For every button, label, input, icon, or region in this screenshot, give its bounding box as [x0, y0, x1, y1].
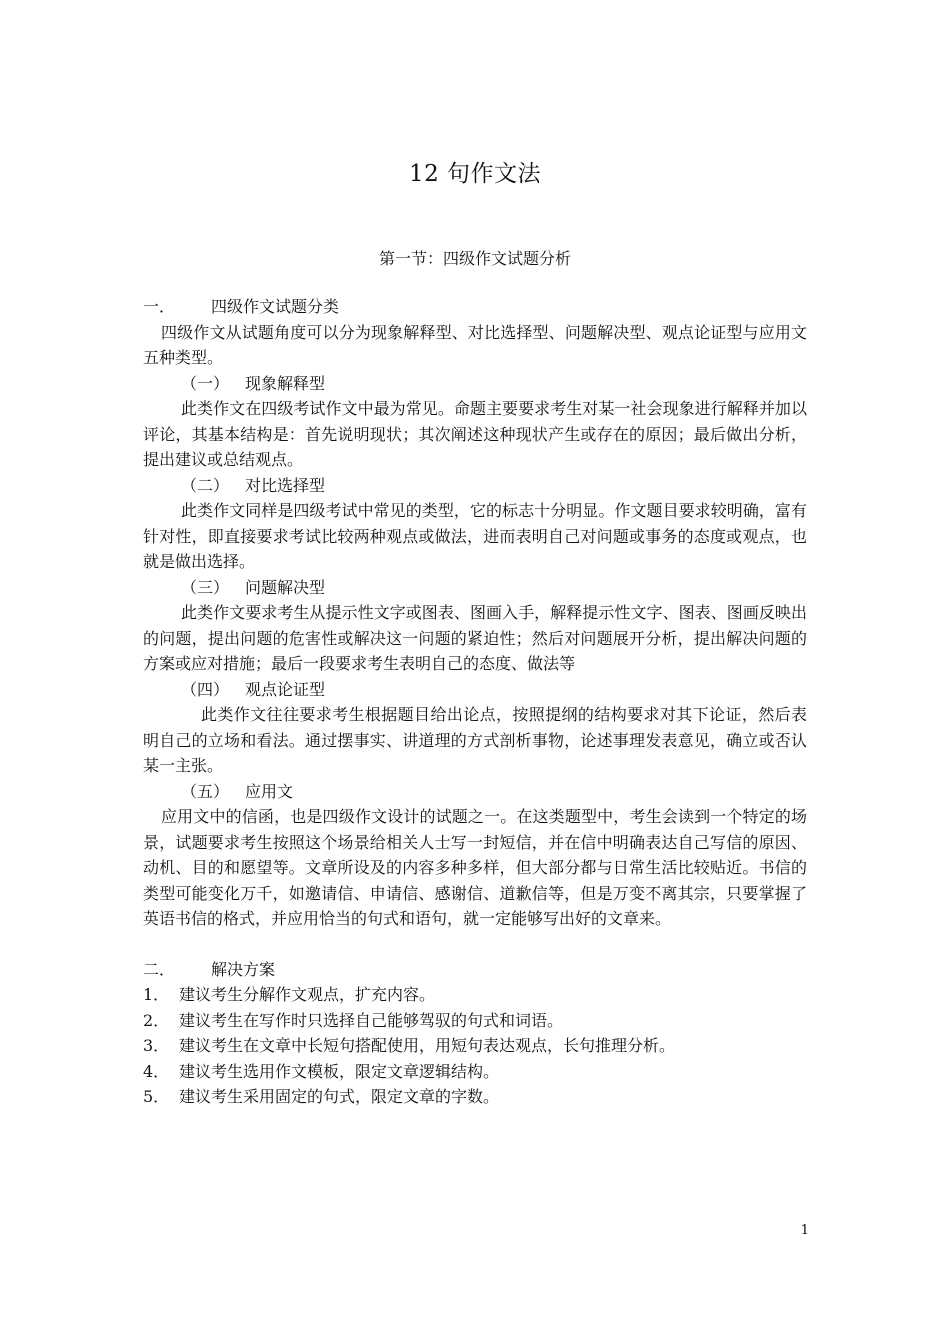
- type-paragraph: 此类作文要求考生从提示性文字或图表、图画入手，解释提示性文字、图表、图画反映出的问题，提出问题的危害性或解决这一问题的紧迫性；然后对问题展开分析，提出解决问题的方案或应对措施；最后一段要求考生表明自己的态度、做法等: [143, 603, 807, 673]
- part1-intro: 四级作文从试题角度可以分为现象解释型、对比选择型、问题解决型、观点论证型与应用文五种类型。: [143, 322, 807, 367]
- part2-number: 二．: [143, 959, 176, 979]
- document-title: 12 句作文法: [408, 161, 542, 187]
- type-heading: [143, 677, 807, 703]
- part2-heading: [143, 957, 807, 983]
- list-item-text: 建议考生采用固定的句式，限定文章的字数。: [179, 1087, 500, 1106]
- part1-heading-text: 四级作文试题分类: [211, 297, 340, 316]
- part1-heading: [143, 294, 807, 320]
- list-item: [143, 982, 807, 1008]
- list-item: [143, 1084, 807, 1110]
- type-number: （四）: [181, 679, 230, 699]
- type-number: （一）: [181, 373, 230, 393]
- type-paragraph: 此类作文往往要求考生根据题目给出论点，按照提纲的结构要求对其下论证，然后表明自己的立场和看法。通过摆事实、讲道理的方式剖析事物，论述事理发表意见，确立或否认某一主张。: [143, 705, 807, 775]
- type-number: （三）: [181, 577, 230, 597]
- type-name: 对比选择型: [245, 475, 326, 495]
- type-heading: [143, 371, 807, 397]
- section-spacer: [143, 932, 807, 957]
- list-item-text: 建议考生分解作文观点，扩充内容。: [179, 985, 436, 1004]
- type-name: 现象解释型: [245, 373, 326, 393]
- type-name: 问题解决型: [245, 577, 326, 597]
- list-item-number: 3．: [143, 1036, 170, 1055]
- document-body: [143, 294, 807, 1110]
- list-item-number: 5．: [143, 1087, 170, 1106]
- list-item: [143, 1059, 807, 1085]
- type-heading: [143, 473, 807, 499]
- type-number: （二）: [181, 475, 230, 495]
- type-name: 观点论证型: [245, 679, 326, 699]
- type-heading: [143, 779, 807, 805]
- type-name: 应用文: [245, 781, 294, 801]
- type-paragraph: 此类作文同样是四级考试中常见的类型，它的标志十分明显。作文题目要求较明确，富有针对性，即直接要求考试比较两种观点或做法，进而表明自己对问题或事务的态度或观点，也就是做出选择。: [143, 501, 807, 571]
- list-item-text: 建议考生在文章中长短句搭配使用，用短句表达观点，长句推理分析。: [179, 1036, 676, 1055]
- type-paragraph: 应用文中的信函，也是四级作文设计的试题之一。在这类题型中，考生会读到一个特定的场景，试题要求考生按照这个场景给相关人士写一封短信，并在信中明确表达自己写信的原因、动机、目的和愿望等。文章所设及的内容多种多样，但大部分都与日常生活比较贴近。书信的类型可能变化万千，如邀请信、申请信、感谢信、道歉信等，但是万变不离其宗，只要掌握了英语书信的格式，并应用恰当的句式和语句，就一定能够写出好的文章来。: [143, 807, 807, 928]
- type-number: （五）: [181, 781, 230, 801]
- section-title: 第一节：四级作文试题分析: [378, 249, 571, 268]
- part1-number: 一．: [143, 297, 176, 316]
- list-item-text: 建议考生选用作文模板，限定文章逻辑结构。: [179, 1061, 500, 1081]
- part2-heading-text: 解决方案: [211, 959, 276, 979]
- list-item: [143, 1033, 807, 1059]
- type-heading: [143, 575, 807, 601]
- list-item-number: 1．: [143, 985, 170, 1004]
- list-item-text: 建议考生在写作时只选择自己能够驾驭的句式和词语。: [179, 1010, 564, 1030]
- type-paragraph: 此类作文在四级考试作文中最为常见。命题主要要求考生对某一社会现象进行解释并加以评论，其基本结构是：首先说明现状；其次阐述这种现状产生或存在的原因；最后做出分析，提出建议或总结观点。: [143, 399, 807, 469]
- page-number: 1: [800, 1223, 809, 1238]
- list-item-number: 2．: [143, 1010, 170, 1030]
- list-item: [143, 1008, 807, 1034]
- list-item-number: 4．: [143, 1061, 170, 1081]
